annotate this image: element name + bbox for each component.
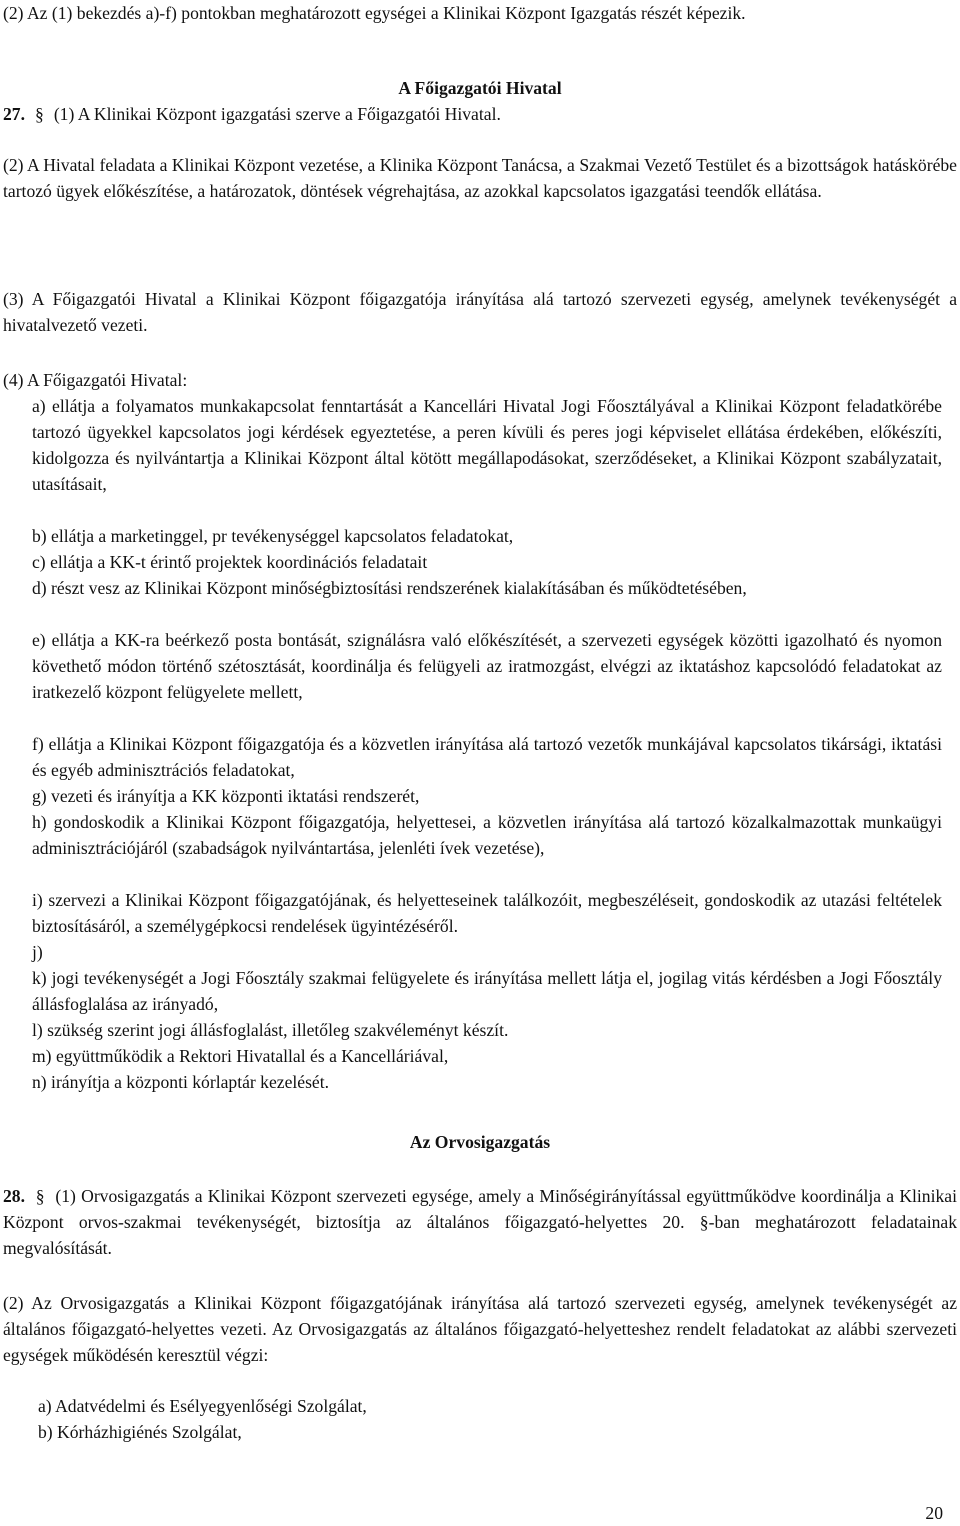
heading-orvosigazgatas: Az Orvosigazgatás [409,1132,551,1152]
list-item-c: c) ellátja a KK-t érintő projektek koordinációs feladatait [32,552,428,572]
sub-list-item-b: b) Kórházhigiénés Szolgálat, [38,1422,242,1442]
list-item-m: m) együttműködik a Rektori Hivatallal és a Kancelláriával, [32,1046,449,1066]
list-item-e: e) ellátja a KK-ra beérkező posta bontását, szignálásra való előkészítését, a szervezeti egységek közötti igazolható és nyomon követhető módon történő szétosztását, koordinálja és felügyeli az iratmozgást, elvégzi az iktatáshoz kapcsolódó feladatokat az iratkezelő központ felügyelete mellett, [32,630,942,702]
list-item-b: b) ellátja a marketinggel, pr tevékenységgel kapcsolatos feladatokat, [32,526,514,546]
section-28-paragraph-2: (2) Az Orvosigazgatás a Klinikai Központ főigazgatójának irányítása alá tartozó szervezeti egység, amelynek tevékenységét az általános főigazgató-helyettes vezeti. Az Orvosigazgatás az általános főigazgató-helyetteshez rendelt feladatokat az alábbi szervezeti egységek működésén keresztül végzi: [3,1293,957,1365]
list-item-k: k) jogi tevékenységét a Jogi Főosztály szakmai felügyelete és irányítása mellett látja el, jogilag vitás kérdésben a Jogi Főosztály állásfoglalása az irányadó, [32,968,942,1014]
list-item-d: d) részt vesz az Klinikai Központ minőségbiztosítási rendszerének kialakításában és működtetésében, [32,578,747,598]
section-text: (1) A Klinikai Központ igazgatási szerve a Főigazgatói Hivatal. [53,104,501,124]
sub-list-item-a: a) Adatvédelmi és Esélyegyenlőségi Szolgálat, [38,1396,367,1416]
list-item-n: n) irányítja a központi kórlaptár kezelését. [32,1072,330,1092]
list-item-j: j) [32,942,43,962]
section-symbol: § [35,1186,45,1206]
paragraph-intro-2: (2) Az (1) bekezdés a)-f) pontokban meghatározott egységei a Klinikai Központ Igazgatás részét képezik. [3,3,746,23]
section-27-paragraph-4-intro: (4) A Főigazgatói Hivatal: [3,370,188,390]
section-text: (1) Orvosigazgatás a Klinikai Központ szervezeti egysége, amely a Minőségirányítással együttműködve koordinálja a Klinikai Központ orvos-szakmai tevékenységét, biztosítja az általános főigazgató-helyettes 20. §-ban meghatározott feladatainak megvalósítását. [3,1186,957,1258]
section-number: 28. [3,1186,25,1206]
section-number: 27. [3,104,25,124]
section-27-paragraph-1 [3,101,957,127]
section-27-paragraph-2: (2) A Hivatal feladata a Klinikai Központ vezetése, a Klinika Központ Tanácsa, a Szakmai Vezető Testület és a bizottságok hatáskörébe tartozó ügyek előkészítése, a határozatok, döntések végrehajtása, az azokkal kapcsolatos igazgatási teendők ellátása. [3,155,957,201]
list-item-f: f) ellátja a Klinikai Központ főigazgatója és a közvetlen irányítása alá tartozó vezetők munkájával kapcsolatos tikársági, iktatási és egyéb adminisztrációs feladatokat, [32,734,942,780]
section-symbol: § [35,104,44,124]
list-item-i: i) szervezi a Klinikai Központ főigazgatójának, és helyetteseinek találkozóit, megbeszéléseit, gondoskodik az utazási feltételek biztosításáról, a személygépkocsi rendelések ügyintézéséről. [32,890,942,936]
list-item-h: h) gondoskodik a Klinikai Központ főigazgatója, helyettesei, a közvetlen irányítása alá tartozó közalkalmazottak munkaügyi adminisztrációjáról (szabadságok nyilvántartása, jelenléti ívek vezetése), [32,812,942,858]
page-number: 20 [925,1503,943,1523]
section-28-paragraph-1 [3,1183,957,1261]
section-27-paragraph-3: (3) A Főigazgatói Hivatal a Klinikai Központ főigazgatója irányítása alá tartozó szervezeti egység, amelynek tevékenységét a hivatalvezető vezeti. [3,289,957,335]
list-item-g: g) vezeti és irányítja a KK központi iktatási rendszerét, [32,786,420,806]
heading-foigazgatoi-hivatal: A Főigazgatói Hivatal [398,78,562,98]
list-item-a: a) ellátja a folyamatos munkakapcsolat fenntartását a Kancellári Hivatal Jogi Főosztályával a Klinikai Központ feladatkörébe tartozó ügyekkel kapcsolatos jogi kérdések egyeztetése, a peren kívüli és peres jogi képviselet ellátása érdekében, előkészíti, kidolgozza és nyilvántartja a Klinikai Központ által kötött megállapodásokat, szerződéseket, a Klinikai Központ szabályzatait, utasításait, [32,396,942,494]
list-item-l: l) szükség szerint jogi állásfoglalást, illetőleg szakvéleményt készít. [32,1020,509,1040]
